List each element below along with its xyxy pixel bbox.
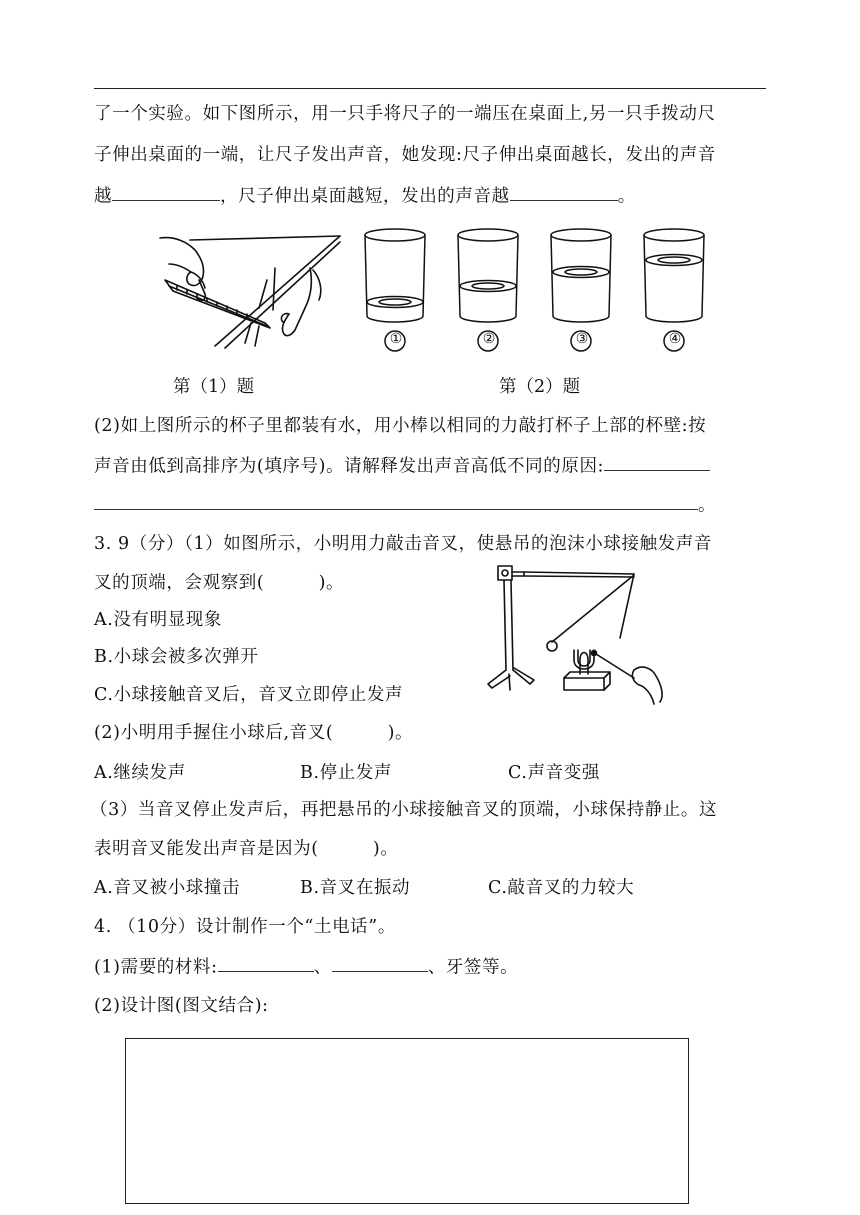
q3-line-1: 3. 9（分）（1）如图所示，小明用力敲击音叉，使悬吊的泡沫小球接触发声音 — [94, 534, 712, 554]
q4-line-3: (2)设计图(图文结合): — [94, 996, 269, 1016]
cup-label-4: ④ — [668, 331, 682, 347]
q2-part2-line-3 — [94, 491, 716, 516]
four-cups-illustration — [358, 226, 716, 356]
q4-separator: 、 — [313, 957, 332, 978]
answer-blank-reason-2[interactable] — [94, 491, 698, 510]
q2-text-line-3 — [94, 182, 636, 207]
q4-line-1: 4. （10分）设计制作一个“土电话”。 — [94, 917, 396, 937]
q3-line-2: 叉的顶端，会观察到( )。 — [94, 573, 345, 593]
q3-part2: (2)小明用手握住小球后,音叉( )。 — [94, 723, 414, 743]
ruler-on-table-illustration — [155, 228, 345, 353]
answer-blank-material-2[interactable] — [332, 953, 428, 972]
answer-blank-shorter[interactable] — [510, 182, 618, 201]
q3-part2-option-a: A.继续发声 — [94, 763, 186, 783]
answer-blank-reason-1[interactable] — [604, 452, 710, 471]
header-rule — [94, 88, 766, 89]
answer-blank-longer[interactable] — [112, 182, 220, 201]
q3-part3-option-a: A.音叉被小球撞击 — [94, 878, 241, 898]
cup-label-1: ① — [389, 331, 403, 347]
q2-text-middle: ，尺子伸出桌面越短，发出的声音越 — [220, 186, 510, 207]
q2-text-line-1: 了一个实验。如下图所示，用一只手将尺子的一端压在桌面上,另一只手拨动尺 — [94, 104, 716, 124]
figure-2-caption: 第（2）题 — [499, 377, 581, 397]
q3-option-c: C.小球接触音叉后，音叉立即停止发声 — [94, 685, 404, 705]
design-drawing-box[interactable] — [125, 1038, 689, 1204]
q2-text-prefix: 越 — [94, 186, 113, 207]
tuning-fork-illustration — [484, 560, 674, 710]
q2-part2-end: 。 — [698, 495, 717, 516]
q4-materials-end: 、牙签等。 — [427, 957, 519, 978]
q2-text-end: 。 — [617, 186, 636, 207]
q2-part2-line-2 — [94, 452, 710, 477]
q3-part3-line-2: 表明音叉能发出声音是因为( )。 — [94, 839, 399, 859]
q3-option-a: A.没有明显现象 — [94, 610, 223, 630]
figure-1-caption: 第（1）题 — [173, 377, 255, 397]
q4-line-2 — [94, 953, 518, 978]
cup-label-3: ③ — [575, 331, 589, 347]
q3-part2-option-b: B.停止发声 — [300, 763, 393, 783]
q4-materials-label: (1)需要的材料: — [94, 957, 218, 978]
q3-option-b: B.小球会被多次弹开 — [94, 647, 259, 667]
q3-part3-line-1: （3）当音叉停止发声后，再把悬吊的小球接触音叉的顶端，小球保持静止。这 — [90, 800, 718, 820]
q2-text-line-2: 子伸出桌面的一端，让尺子发出声音，她发现:尺子伸出桌面越长，发出的声音 — [94, 145, 716, 165]
q2-part2-text: 声音由低到高排序为(填序号)。请解释发出声音高低不同的原因: — [94, 456, 605, 477]
cup-label-2: ② — [482, 331, 496, 347]
q3-part3-option-c: C.敲音叉的力较大 — [488, 878, 635, 898]
q2-part2-line-1: (2)如上图所示的杯子里都装有水，用小棒以相同的力敲打杯子上部的杯壁:按 — [94, 416, 707, 436]
q3-part2-option-c: C.声音变强 — [508, 763, 600, 783]
q3-part3-option-b: B.音叉在振动 — [300, 878, 411, 898]
answer-blank-material-1[interactable] — [218, 953, 314, 972]
